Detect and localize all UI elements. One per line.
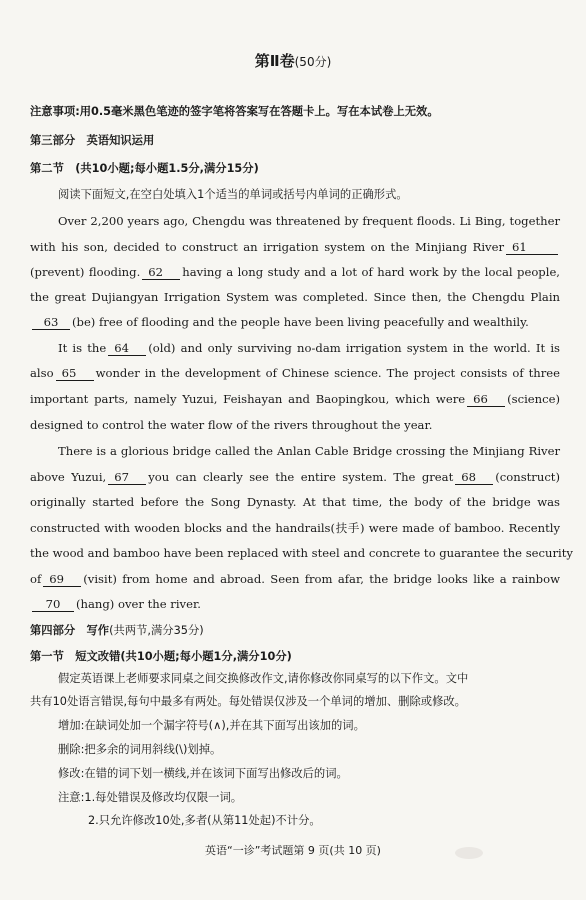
p2-line2	[30, 366, 560, 381]
p1-line3-text-b: having a long study and a lot of hard work by the local people,	[182, 265, 560, 279]
paper-title-score: (50分)	[294, 55, 332, 69]
p3-line5: the wood and bamboo have been replaced with steel and concrete to guarantee the security	[30, 546, 573, 560]
p3-line2-text-b: you can clearly see the entire system. The great	[148, 470, 454, 484]
notice: 注意事项:用0.5毫米黑色笔迹的签字笔将答案写在答题卡上。写在本试卷上无效。	[30, 105, 439, 118]
section1-line2: 共有10处语言错误,每句中最多有两处。每处错误仅涉及一个单词的增加、删除或修改。	[30, 695, 466, 708]
blank-68: 68	[455, 471, 493, 485]
part4-heading	[30, 623, 560, 638]
blank-69: 69	[43, 573, 81, 587]
section1-line1: 假定英语课上老师要求同桌之间交换修改作文,请你修改你同桌写的以下作文。文中	[58, 672, 469, 685]
p2-line3-text-b: (science)	[507, 392, 560, 406]
p3-line2-text-a: above Yuzui,	[30, 470, 107, 484]
p1-line1: Over 2,200 years ago, Chengdu was threatened by frequent floods. Li Bing, together	[58, 214, 560, 228]
section2-instruction: 阅读下面短文,在空白处填入1个适当的单词或括号内单词的正确形式。	[58, 188, 408, 201]
page-footer: 英语“一诊”考试题第 9 页(共 10 页)	[205, 844, 381, 857]
p2-line2-text-a: also	[30, 366, 54, 380]
p2-line3	[30, 392, 560, 407]
blank-67: 67	[108, 471, 146, 485]
p2-line2-text-b: wonder in the development of Chinese science. The project consists of three	[95, 366, 560, 380]
p2-line4: designed to control the water flow of the rivers throughout the year.	[30, 418, 433, 432]
p3-line6-text-b: (visit) from home and abroad. Seen from afar, the bridge looks like a rainbow	[83, 572, 560, 586]
p3-line1: There is a glorious bridge called the Anlan Cable Bridge crossing the Minjiang River	[58, 444, 560, 458]
blank-61: 61	[506, 241, 558, 255]
part3-heading: 第三部分 英语知识运用	[30, 134, 155, 147]
p1-line3	[30, 265, 560, 280]
blank-70: 70	[32, 598, 74, 612]
p2-line1	[58, 341, 560, 356]
p1-line2	[30, 240, 560, 255]
section1-heading: 第一节 短文改错(共10小题;每小题1分,满分10分)	[30, 650, 292, 663]
part4-heading-sub: (共两节,满分35分)	[109, 624, 204, 637]
paper-title-main: 第Ⅱ卷	[254, 52, 295, 70]
rule-modify: 修改:在错的词下划一横线,并在该词下面写出修改后的词。	[58, 767, 348, 780]
blank-65: 65	[56, 367, 94, 381]
p3-line6	[30, 572, 560, 587]
note-2: 2.只允许修改10处,多者(从第11处起)不计分。	[88, 814, 321, 827]
p2-line1-text-a: It is the	[58, 341, 107, 355]
p3-line7	[30, 597, 560, 612]
p1-line5-text: (be) free of flooding and the people have been living peacefully and wealthily.	[72, 315, 529, 329]
blank-63: 63	[32, 316, 70, 330]
section2-heading-text: 第二节 (共10小题;每小题1.5分,满分15分)	[30, 162, 259, 175]
part4-heading-text: 第四部分 写作	[30, 624, 110, 637]
blank-66: 66	[467, 393, 505, 407]
p3-line2	[30, 470, 560, 485]
p1-line3-text-a: (prevent) flooding.	[30, 265, 141, 279]
p3-line3: originally started before the Song Dynasty. At that time, the body of the bridge was	[30, 495, 560, 509]
p2-line3-text-a: important parts, namely Yuzui, Feishayan and Baopingkou, which were	[30, 392, 466, 406]
p1-line2-text: with his son, decided to construct an irrigation system on the Minjiang River	[30, 240, 504, 254]
p1-line5	[30, 315, 560, 330]
p3-line2-text-c: (construct)	[495, 470, 560, 484]
rule-add: 增加:在缺词处加一个漏字符号(∧),并在其下面写出该加的词。	[58, 719, 365, 732]
rule-delete: 删除:把多余的词用斜线(\)划掉。	[58, 743, 222, 756]
p3-line7-text: (hang) over the river.	[76, 597, 201, 611]
scan-smudge	[455, 847, 483, 859]
p3-line6-text-a: of	[30, 572, 42, 586]
blank-62: 62	[142, 266, 180, 280]
paper-title	[0, 50, 586, 71]
p3-line4: constructed with wooden blocks and the handrails(扶手) were made of bamboo. Recently	[30, 521, 560, 535]
p2-line1-text-b: (old) and only surviving no-dam irrigation system in the world. It is	[148, 341, 560, 355]
note-1: 注意:1.每处错误及修改均仅限一词。	[58, 791, 243, 804]
section2-heading	[30, 161, 560, 176]
p1-line4: the great Dujiangyan Irrigation System was completed. Since then, the Chengdu Plain	[30, 290, 560, 304]
blank-64: 64	[108, 342, 146, 356]
